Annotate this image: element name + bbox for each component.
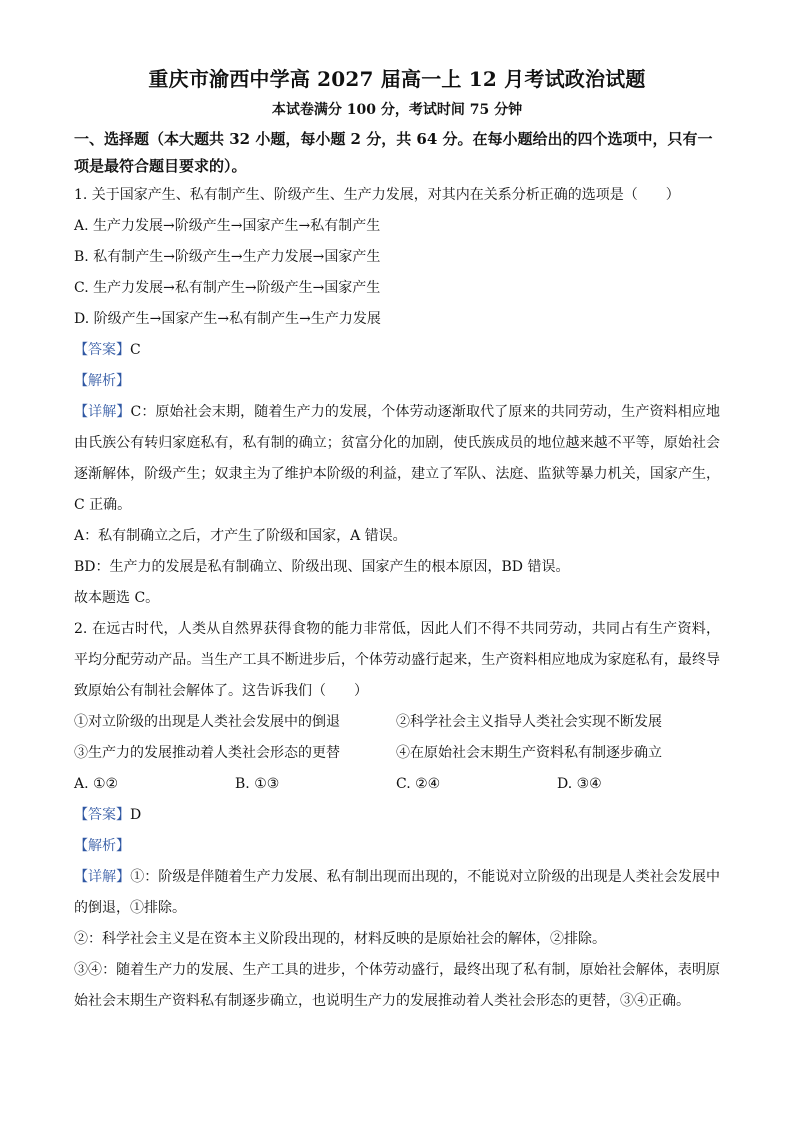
statement-3: ③生产力的发展推动着人类社会形态的更替 [74, 745, 340, 761]
answer-value: D [130, 807, 142, 823]
question-2-detail-3: ③④：随着生产力的发展、生产工具的进步，个体劳动盛行，最终出现了私有制，原始社会解体，表明原始社会末期生产资料私有制逐步确立，也说明生产力的发展推动着人类社会形态的更替，③④正确。 [74, 962, 720, 1009]
question-2-answer [74, 800, 720, 831]
question-1-detail-3: BD：生产力的发展是私有制确立、阶级出现、国家产生的根本原因，BD 错误。 [74, 559, 570, 575]
statement-1: ①对立阶级的出现是人类社会发展中的倒退 [74, 714, 340, 730]
question-1-stem: 1. 关于国家产生、私有制产生、阶级产生、生产力发展，对其内在关系分析正确的选项是（ ） [74, 187, 680, 203]
question-2-options [74, 769, 720, 800]
analysis-tag: 【解析】 [74, 838, 130, 854]
question-2-option-d: D. ③④ [557, 776, 602, 792]
answer-value: C [130, 342, 141, 358]
analysis-tag: 【解析】 [74, 373, 130, 389]
exam-subtitle: 本试卷满分 100 分，考试时间 75 分钟 [271, 102, 523, 118]
question-2 [74, 614, 720, 1017]
detail-text: C：原始社会末期，随着生产力的发展，个体劳动逐渐取代了原来的共同劳动，生产资料相应地由氏族公有转归家庭私有，私有制的确立；贫富分化的加剧，使氏族成员的地位越来越不平等，原始社会逐渐解体，阶级产生；奴隶主为了维护本阶级的利益，建立了军队、法庭、监狱等暴力机关，国家产生，C 正确。 [74, 404, 721, 513]
detail-tag: 【详解】 [74, 404, 131, 420]
question-1 [74, 180, 720, 614]
question-2-detail-2: ②：科学社会主义是在资本主义阶段出现的，材料反映的是原始社会的解体，②排除。 [74, 931, 606, 947]
question-2-analysis [74, 831, 720, 862]
section-heading: 一、选择题（本大题共 32 小题，每小题 2 分，共 64 分。在每小题给出的四个选项中，只有一项是最符合题目要求的）。 [74, 130, 713, 175]
question-2-detail-1 [74, 862, 720, 924]
question-2-option-b: B. ①③ [235, 776, 280, 792]
question-1-conclusion: 故本题选 C。 [74, 590, 160, 606]
question-1-option-c: C. 生产力发展→私有制产生→阶级产生→国家产生 [74, 280, 381, 296]
question-2-option-c: C. ②④ [396, 776, 441, 792]
question-1-detail-2: A：私有制确立之后，才产生了阶级和国家，A 错误。 [74, 528, 407, 544]
answer-tag: 【答案】 [74, 807, 130, 823]
question-2-stem: 2. 在远古时代，人类从自然界获得食物的能力非常低，因此人们不得不共同劳动，共同占有生产资料，平均分配劳动产品。当生产工具不断进步后，个体劳动盛行起来，生产资料相应地成为家庭私有，最终导致原始公有制社会解体了。这告诉我们（ ） [74, 621, 720, 699]
detail-tag: 【详解】 [74, 869, 131, 885]
detail-text: ①：阶级是伴随着生产力发展、私有制出现而出现的，不能说对立阶级的出现是人类社会发展中的倒退，①排除。 [74, 869, 721, 916]
statement-4: ④在原始社会末期生产资料私有制逐步确立 [396, 745, 662, 761]
question-1-option-d: D. 阶级产生→国家产生→私有制产生→生产力发展 [74, 311, 381, 327]
answer-tag: 【答案】 [74, 342, 130, 358]
page-title: 重庆市渝西中学高 2027 届高一上 12 月考试政治试题 [148, 67, 646, 91]
question-2-option-a: A. ①② [74, 776, 119, 792]
question-1-detail-1 [74, 397, 720, 521]
question-1-answer [74, 335, 720, 366]
question-2-statements [74, 707, 720, 769]
question-1-option-a: A. 生产力发展→阶级产生→国家产生→私有制产生 [74, 218, 381, 234]
statement-2: ②科学社会主义指导人类社会实现不断发展 [396, 714, 662, 730]
question-1-option-b: B. 私有制产生→阶级产生→生产力发展→国家产生 [74, 249, 381, 265]
question-1-analysis [74, 366, 720, 397]
